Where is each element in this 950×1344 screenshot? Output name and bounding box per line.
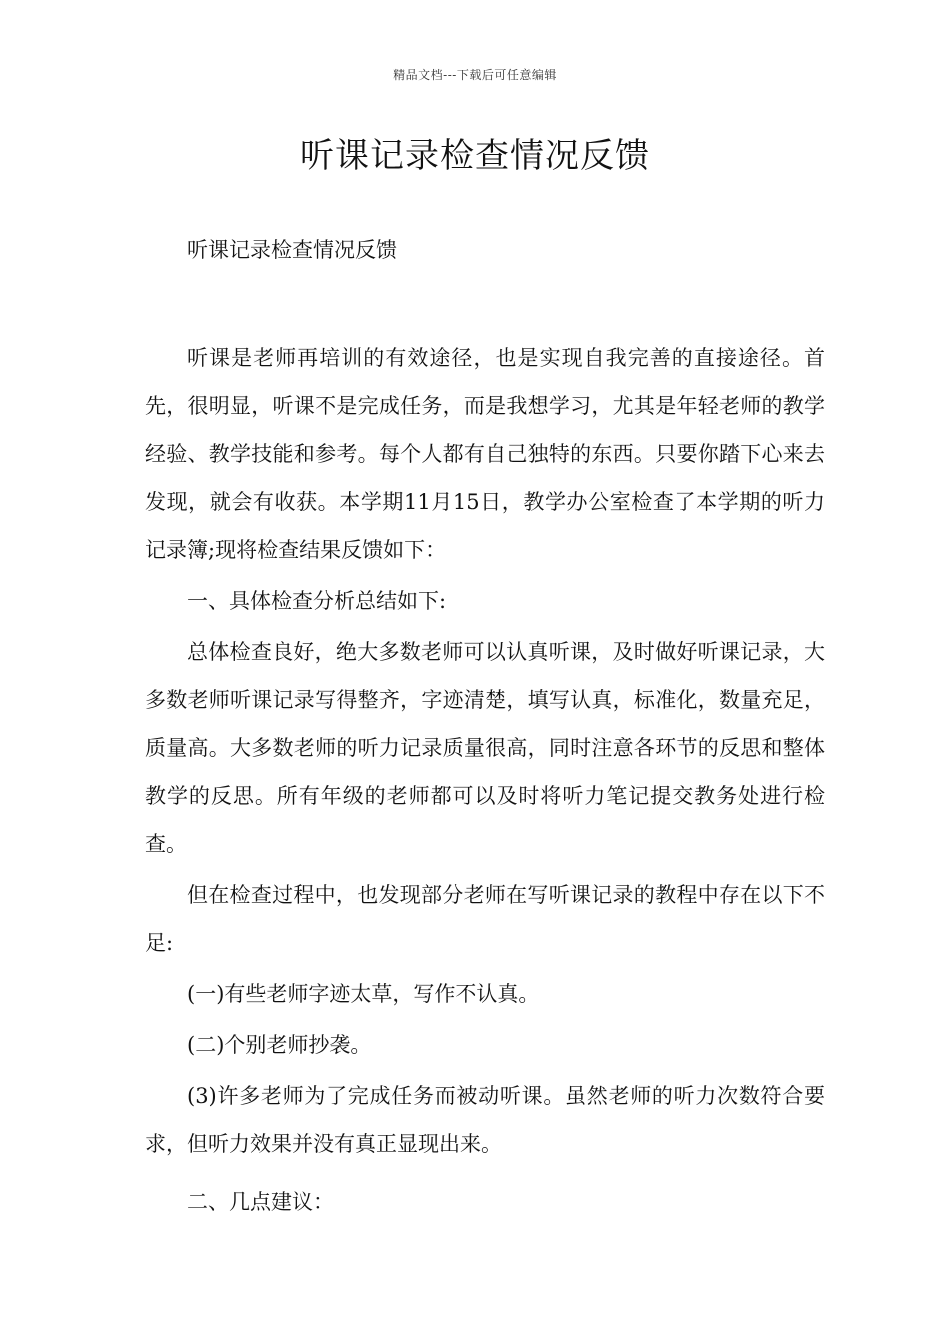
paragraph-summary: 总体检查良好，绝大多数老师可以认真听课，及时做好听课记录，大多数老师听课记录写得整齐，字迹清楚，填写认真，标准化，数量充足，质量高。大多数老师的听力记录质量很高，同时注意各环节的反思和整体教学的反思。所有年级的老师都可以及时将听力笔记提交教务处进行检查。 bbox=[145, 640, 825, 856]
header-note: 精品文档---下载后可任意编辑 bbox=[393, 68, 557, 82]
list-item-1: (一)有些老师字迹太草，写作不认真。 bbox=[187, 982, 540, 1006]
list-item-2: (二)个别老师抄袭。 bbox=[187, 1033, 372, 1057]
section-heading-suggestions: 二、几点建议： bbox=[187, 1190, 334, 1214]
document-subtitle: 听课记录检查情况反馈 bbox=[187, 238, 397, 262]
paragraph-intro: 听课是老师再培训的有效途径，也是实现自我完善的直接途径。首先，很明显，听课不是完成任务，而是我想学习，尤其是年轻老师的教学经验、教学技能和参考。每个人都有自己独特的东西。只要你踏下心来去发现，就会有收获。本学期11月15日，教学办公室检查了本学期的听力记录簿;现将检查结果反馈如下： bbox=[145, 346, 825, 562]
document-title: 听课记录检查情况反馈 bbox=[300, 136, 650, 176]
paragraph-shortcomings: 但在检查过程中，也发现部分老师在写听课记录的教程中存在以下不足: bbox=[145, 883, 825, 955]
document-body bbox=[145, 230, 825, 1229]
list-item-3: (3)许多老师为了完成任务而被动听课。虽然老师的听力次数符合要求，但听力效果并没有真正显现出来。 bbox=[145, 1084, 825, 1156]
section-heading-analysis: 一、具体检查分析总结如下: bbox=[187, 589, 447, 613]
